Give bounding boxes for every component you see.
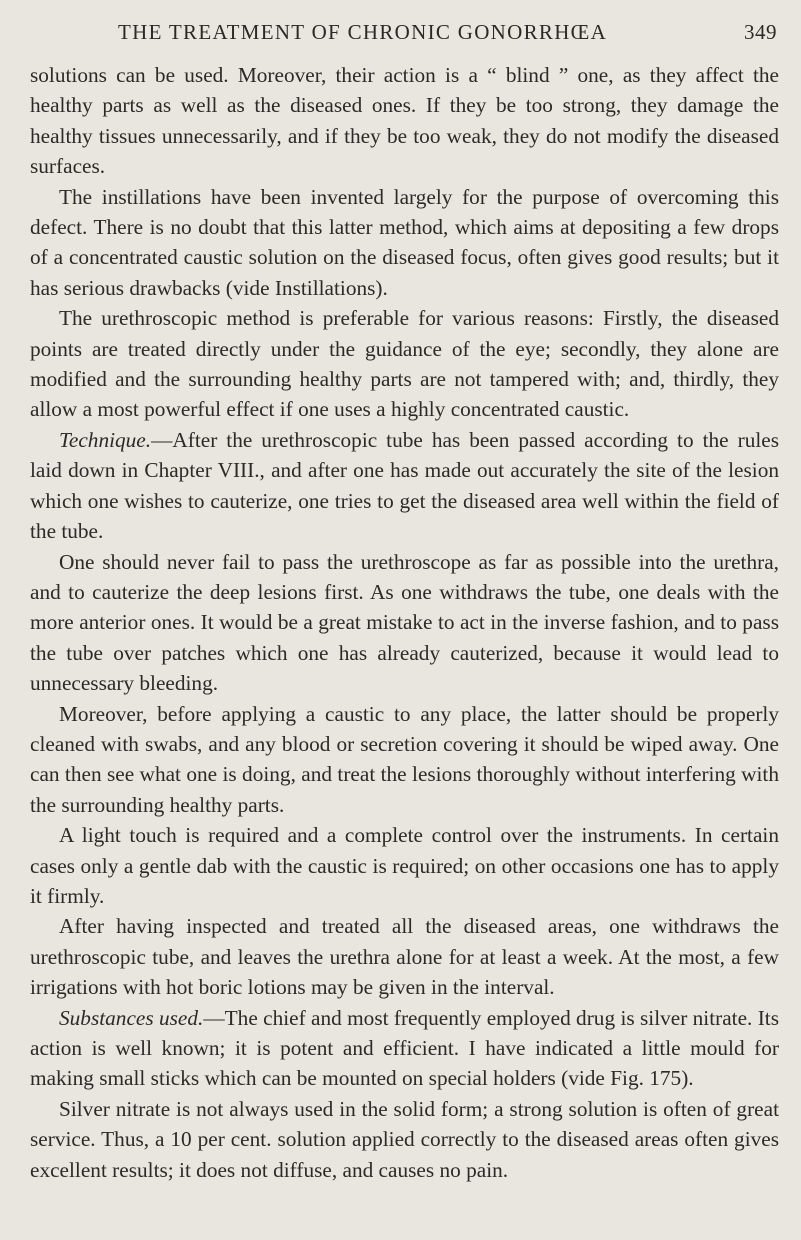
paragraph: Silver nitrate is not always used in the solid form; a strong solution is often of great service. Thus, a 10 per cent. solution applied correctly to the diseased areas often gives excellent results; it does not diffuse, and causes no pain. [30,1096,779,1182]
running-title: THE TREATMENT OF CHRONIC GONORRHŒA [118,20,608,44]
paragraph: Substances used.—The chief and most frequently employed drug is silver nitrate. Its action is well known; it is potent and efficient. I have indicated a little mould for making small sticks which can be mounted on special holders (vide Fig. 175). [30,1005,780,1091]
section-lead-technique: Technique. [59,427,152,452]
paragraph: solutions can be used. Moreover, their action is a “ blind ” one, as they affect the healthy parts as well as the diseased ones. If they be too strong, they damage the healthy tissues unnecessarily, and if they be too weak, they do not modify the diseased surfaces. [30,63,779,179]
running-header [118,20,777,50]
paragraph: After having inspected and treated all the diseased areas, one withdraws the urethroscopic tube, and leaves the urethra alone for at least a week. At the most, a few irrigations with hot boric lotions may be given in the interval. [30,914,779,1000]
paragraph: Moreover, before applying a caustic to any place, the latter should be properly cleaned with swabs, and any blood or secretion covering it should be wiped away. One can then see what one is doing, and treat the lesions thoroughly without interfering with the surrounding healthy parts. [30,701,779,817]
paragraph: A light touch is required and a complete control over the instruments. In certain cases only a gentle dab with the caustic is required; on other occasions one has to apply it firmly. [30,823,779,908]
section-lead-substances: Substances used. [59,1005,204,1030]
body-text [30,60,779,1185]
page-number: 349 [744,20,777,44]
paragraph: The urethroscopic method is preferable for various reasons: Firstly, the diseased points are treated directly under the guidance of the eye; secondly, they alone are modified and the surrounding healthy parts are not tampered with; and, thirdly, they allow a most powerful effect if one uses a highly concentrated caustic. [30,306,779,422]
paragraph: Technique.—After the urethroscopic tube has been passed according to the rules laid down in Chapter VIII., and after one has made out accurately the site of the lesion which one wishes to cauterize, one tries to get the diseased area well within the field of the tube. [30,427,779,544]
paragraph: The instillations have been invented largely for the purpose of overcoming this defect. There is no doubt that this latter method, which aims at depositing a few drops of a concentrated caustic solution on the diseased focus, often gives good results; but it has serious drawbacks (vide Instillations). [30,184,779,300]
paragraph: One should never fail to pass the urethroscope as far as possible into the urethra, and to cauterize the deep lesions first. As one withdraws the tube, one deals with the more anterior ones. It would be a great mistake to act in the inverse fashion, and to pass the tube over patches which one has already cauterized, because it would lead to unnecessary bleeding. [30,549,779,696]
